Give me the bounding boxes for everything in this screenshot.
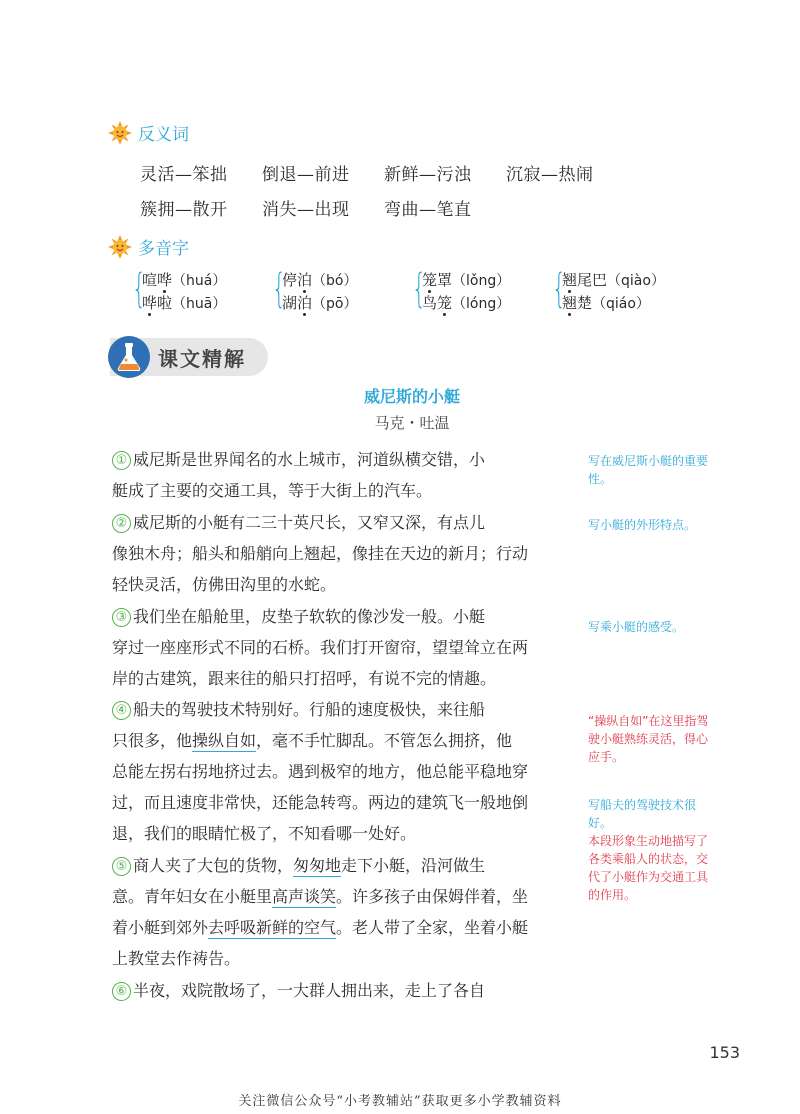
- flask-icon: [106, 334, 152, 380]
- pinyin: huā: [186, 296, 213, 312]
- margin-note: 写船夫的驾驶技术很好。: [588, 798, 697, 830]
- antonym-pair: 簇拥—散开: [140, 200, 228, 220]
- pinyin: qiáo: [606, 296, 636, 312]
- footer-note: 关注微信公众号“小考教辅站”获取更多小学教辅资料: [238, 1094, 562, 1109]
- margin-note: 写小艇的外形特点。: [588, 518, 697, 532]
- paragraph-number: ④: [112, 701, 131, 720]
- brace-icon: {: [132, 266, 146, 312]
- margin-note: 写乘小艇的感受。: [588, 620, 685, 634]
- polyphone-group: [272, 265, 412, 315]
- polyphone-word: 喧哗（huá）: [142, 271, 227, 289]
- antonym-pair: 弯曲—笔直: [384, 200, 472, 220]
- underlined-phrase: 高声谈笑: [272, 887, 337, 906]
- pinyin: pō: [326, 296, 344, 312]
- paragraph-number: ⑥: [112, 982, 131, 1001]
- polyphone-word: 停泊（bó）: [282, 271, 358, 289]
- paragraph-number: ⑤: [112, 857, 131, 876]
- antonym-pair: 灵活—笨拙: [140, 165, 228, 185]
- underlined-phrase: 操纵自如: [192, 731, 257, 750]
- polyphone-grid: [132, 265, 692, 315]
- paragraph-4: ④ 船夫的驾驶技术特别好。行船的速度极快，来往船 只很多，他操纵自如，毫不手忙脚乱。不管怎么拥挤，他 总能左拐右拐地挤过去。遇到极窄的地方，他总能平稳地穿 过，而且速度非常快，还能急转弯。两边的建筑飞一般地倒 退，我们的眼睛忙极了，不知看哪一处好。: [112, 700, 529, 843]
- antonym-pair: 消失—出现: [262, 200, 350, 220]
- polyphones-label: 多音字: [138, 239, 189, 259]
- sun-icon: [108, 121, 132, 145]
- antonym-pair: 沉寂—热闹: [506, 165, 594, 185]
- dotted-character: 泊: [297, 271, 313, 289]
- paragraph-number: ②: [112, 514, 131, 533]
- paragraph-2: ② 威尼斯的小艇有二三十英尺长，又窄又深，有点儿 像独木舟；船头和船艄向上翘起，像挂在天边的新月；行动 轻快灵活，仿佛田沟里的水蛇。: [112, 513, 529, 594]
- polyphone-word: 鸟笼（lóng）: [422, 294, 511, 312]
- page-number: 153: [709, 1043, 740, 1062]
- underlined-phrase: 去呼吸新鲜的空气: [208, 918, 337, 937]
- brace-icon: {: [552, 266, 566, 312]
- dotted-character: 笼: [437, 294, 453, 312]
- dotted-character: 翘: [562, 294, 578, 312]
- polyphone-word: 翘尾巴（qiào）: [562, 271, 665, 289]
- polyphone-word: 湖泊（pō）: [282, 294, 358, 312]
- brace-icon: {: [412, 266, 426, 312]
- paragraph-number: ①: [112, 451, 131, 470]
- pinyin: lǒng: [466, 273, 497, 289]
- dotted-character: 翘: [562, 271, 578, 289]
- antonym-pair: 新鲜—污浊: [384, 165, 472, 185]
- polyphone-word: 翘楚（qiáo）: [562, 294, 650, 312]
- banner-label: 课文精解: [158, 346, 246, 371]
- polyphones-heading: [108, 234, 189, 259]
- article-author: 马克・吐温: [374, 414, 450, 432]
- underlined-phrase: 匆匆地: [293, 856, 342, 875]
- article-title: 威尼斯的小艇: [363, 387, 460, 406]
- paragraph-3: ③ 我们坐在船舱里，皮垫子软软的像沙发一般。小艇 穿过一座座形式不同的石桥。我们打开窗帘，望望耸立在两 岸的古建筑，跟来往的船只打招呼，有说不完的情趣。: [112, 607, 529, 688]
- antonym-pair: 倒退—前进: [262, 165, 350, 185]
- antonym-row-1: [140, 160, 628, 185]
- paragraph-5: ⑤ 商人夹了大包的货物，匆匆地走下小艇，沿河做生 意。青年妇女在小艇里高声谈笑。许多孩子由保姆伴着，坐 着小艇到郊外去呼吸新鲜的空气。老人带了全家，坐着小艇 上教堂去作祷告。: [112, 856, 529, 968]
- margin-note: 本段形象生动地描写了各类乘船人的状态，交代了小艇作为交通工具的作用。: [588, 834, 709, 902]
- pinyin: bó: [326, 273, 344, 289]
- lesson-analysis-banner: [110, 338, 268, 376]
- polyphone-word: 笼罩（lǒng）: [422, 271, 511, 289]
- margin-note: 写在威尼斯小艇的重要性。: [588, 454, 709, 486]
- dotted-character: 泊: [297, 294, 313, 312]
- polyphone-group: [552, 265, 692, 315]
- pinyin: huá: [186, 273, 213, 289]
- polyphone-group: [132, 265, 272, 315]
- dotted-character: 哗: [157, 271, 173, 289]
- antonym-row-2: [140, 195, 506, 220]
- paragraph-number: ③: [112, 608, 131, 627]
- dotted-character: 笼: [422, 271, 438, 289]
- pinyin: lóng: [466, 296, 497, 312]
- brace-icon: {: [272, 266, 286, 312]
- sun-icon: [108, 235, 132, 259]
- antonyms-heading: [108, 120, 189, 145]
- pinyin: qiào: [621, 273, 651, 289]
- antonyms-label: 反义词: [138, 125, 189, 145]
- polyphone-word: 哗啦（huā）: [142, 294, 227, 312]
- margin-note: “操纵自如”在这里指驾驶小艇熟练灵活，得心应手。: [588, 714, 709, 764]
- paragraph-1: ① 威尼斯是世界闻名的水上城市，河道纵横交错，小 艇成了主要的交通工具，等于大街上的汽车。: [112, 450, 486, 500]
- dotted-character: 哗: [142, 294, 158, 312]
- polyphone-group: [412, 265, 552, 315]
- paragraph-6: ⑥ 半夜，戏院散场了，一大群人拥出来，走上了各自: [112, 975, 580, 1006]
